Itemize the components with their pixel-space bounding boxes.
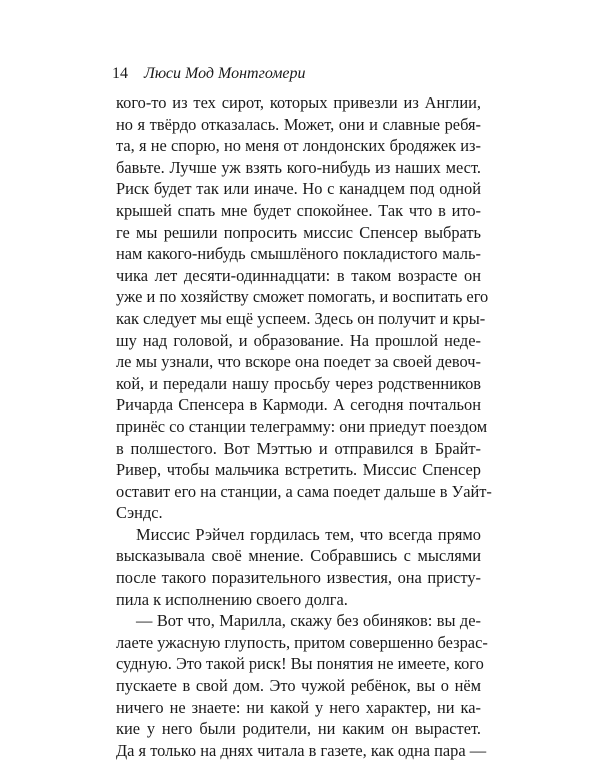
text-line: шу над головой, и образование. На прошлой неде- xyxy=(116,330,481,350)
text-line: пила к исполнению своего долга. xyxy=(116,589,348,609)
text-line: кие у него были родители, ни каким он вырастет. xyxy=(116,719,481,739)
text-line: уже и по хозяйству сможет помогать, и воспитать его xyxy=(116,287,489,307)
body-text xyxy=(116,92,492,761)
running-title: Люси Мод Монтгомери xyxy=(144,65,306,82)
text-line: лаете ужасную глупость, притом совершенно безрас- xyxy=(116,632,488,652)
text-line: оставит его на станции, а сама поедет дальше в Уайт- xyxy=(116,481,492,501)
text-line: крышей спать мне будет спокойнее. Так что в ито- xyxy=(116,200,481,220)
text-line: чика лет десяти-одиннадцати: в таком возрасте он xyxy=(116,265,481,285)
page-number: 14 xyxy=(112,65,128,82)
paragraph xyxy=(116,524,481,610)
text-line: как следует мы ещё успеем. Здесь он получит и кры- xyxy=(116,308,486,328)
text-line: Сэндс. xyxy=(116,503,163,523)
text-line: но я твёрдо отказалась. Может, они и славные ребя- xyxy=(116,114,481,134)
text-line: ничего не знаете: ни какой у него характер, ни ка- xyxy=(116,697,481,717)
text-line: Ричарда Спенсера в Кармоди. А сегодня почтальон xyxy=(116,395,481,415)
text-line: после такого поразительного известия, она присту- xyxy=(116,568,481,588)
paragraph xyxy=(116,92,492,524)
text-line: кого-то из тех сирот, которых привезли из Англии, xyxy=(116,93,481,112)
paragraph xyxy=(116,610,488,761)
text-line: Риск будет так или иначе. Но с канадцем под одной xyxy=(116,179,481,199)
text-line: принёс со станции телеграмму: они приедут поездом xyxy=(116,416,488,436)
text-line: Миссис Рэйчел гордилась тем, что всегда прямо xyxy=(136,524,481,544)
text-line: Да я только на днях читала в газете, как одна пара — xyxy=(116,740,487,760)
text-line: в полшестого. Вот Мэттью и отправился в Брайт- xyxy=(116,438,481,458)
text-line: бавьте. Лучше уж взять кого-нибудь из наших мест. xyxy=(116,157,481,177)
text-line: ге мы решили попросить миссис Спенсер выбрать xyxy=(116,222,481,242)
text-line: ле мы узнали, что вскоре она поедет за своей девоч- xyxy=(116,352,481,372)
text-line: кой, и передали нашу просьбу через родственников xyxy=(116,373,481,393)
text-line: пускаете в свой дом. Это чужой ребёнок, вы о нём xyxy=(116,676,481,696)
text-line: Ривер, чтобы мальчика встретить. Миссис Спенсер xyxy=(116,460,481,480)
text-line: нам какого-нибудь смышлёного покладистого маль- xyxy=(116,244,481,264)
running-head xyxy=(112,64,306,84)
text-line: судную. Это такой риск! Вы понятия не имеете, кого xyxy=(116,654,484,674)
text-line: высказывала своё мнение. Собравшись с мыслями xyxy=(116,546,481,566)
text-line: та, я не спорю, но меня от лондонских бродяжек из- xyxy=(116,136,481,156)
text-line: — Вот что, Марилла, скажу без обиняков: вы де- xyxy=(136,611,481,631)
